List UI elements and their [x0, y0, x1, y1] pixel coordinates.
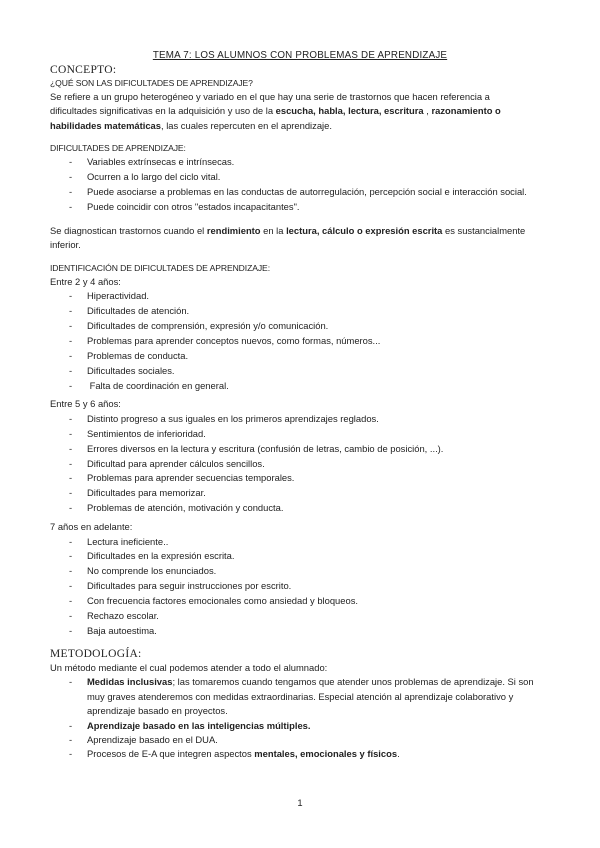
list-item: - No comprende los enunciados. [50, 564, 550, 579]
list-item: - Falta de coordinación en general. [50, 379, 550, 394]
list-item: - Sentimientos de inferioridad. [50, 427, 550, 442]
list-item [50, 675, 550, 718]
list-item: - Problemas de atención, motivación y conducta. [50, 501, 550, 516]
dificultades-list [50, 155, 550, 215]
list-item: - Variables extrínsecas e intrínsecas. [50, 155, 550, 170]
group3-label: 7 años en adelante: [50, 521, 133, 533]
list-item: - Problemas para aprender secuencias temporales. [50, 471, 550, 486]
list-item: - Dificultades en la expresión escrita. [50, 549, 550, 564]
diag-text-line2: inferior. [50, 239, 81, 251]
list-item [50, 747, 550, 761]
page-number: 1 [297, 797, 303, 808]
concepto-line2a: dificultades significativas en la adquisición y uso de la [50, 105, 276, 117]
list-item: - Dificultad para aprender cálculos sencillos. [50, 457, 550, 472]
concepto-question: ¿QUÉ SON LAS DIFICULTADES DE APRENDIZAJE? [50, 78, 253, 88]
m1-text: ; las tomaremos cuando tengamos que atender unos problemas de aprendizaje. Si son [172, 676, 534, 688]
diag-text-c: en la [260, 224, 287, 236]
diag-text-d: lectura, cálculo o expresión escrita [286, 224, 443, 236]
list-item: - Problemas de conducta. [50, 349, 550, 364]
page-title: TEMA 7: LOS ALUMNOS CON PROBLEMAS DE APRENDIZAJE [152, 50, 448, 61]
diag-text-b: rendimiento [206, 224, 261, 236]
group2-list [50, 412, 550, 516]
concepto-line2d: razonamiento o [431, 105, 501, 117]
m1-text-2: muy graves atenderemos con medidas extraordinarias. Especial atención al aprendizaje colaborativo y [87, 690, 514, 702]
concepto-line3b: , las cuales repercuten en el aprendizaje. [161, 119, 332, 131]
group1-list [50, 289, 550, 393]
concepto-line2b: escucha, habla, lectura, escritura [275, 105, 424, 117]
metodologia-list [50, 675, 550, 761]
list-item: - Dificultades para memorizar. [50, 486, 550, 501]
metodologia-intro: Un método mediante el cual podemos atender a todo el alumnado: [50, 661, 328, 673]
diag-text-e: es sustancialmente [442, 224, 526, 236]
document-page [50, 50, 550, 762]
group2-label: Entre 5 y 6 años: [50, 398, 121, 410]
list-item: - Dificultades sociales. [50, 364, 550, 379]
group1-label: Entre 2 y 4 años: [50, 275, 121, 287]
list-item: - Con frecuencia factores emocionales como ansiedad y bloqueos. [50, 594, 550, 609]
m4-end: . [397, 748, 400, 760]
concepto-line1: Se refiere a un grupo heterogéneo y variado en el que hay una serie de trastornos que hacen referencia a [50, 91, 490, 102]
list-item: - Distinto progreso a sus iguales en los primeros aprendizajes reglados. [50, 412, 550, 427]
list-item: - Dificultades de comprensión, expresión y/o comunicación. [50, 319, 550, 334]
m4-bold: mentales, emocionales y físicos [254, 748, 398, 760]
list-item: - Puede coincidir con otros "estados incapacitantes". [50, 200, 550, 215]
list-item: - Dificultades para seguir instrucciones por escrito. [50, 579, 550, 594]
list-item: - Baja autoestima. [50, 624, 550, 639]
list-item: - Problemas para aprender conceptos nuevos, como formas, números... [50, 334, 550, 349]
metodologia-heading: METODOLOGÍA: [50, 647, 142, 660]
list-item [50, 719, 550, 733]
diag-text-a: Se diagnostican trastornos cuando el [50, 224, 207, 236]
concepto-line2c: , [423, 105, 432, 117]
diagnostico-paragraph [50, 224, 550, 253]
list-item: - Puede asociarse a problemas en las conductas de autorregulación, percepción social e interacción social. [50, 185, 550, 200]
list-item: - Lectura ineficiente.. [50, 535, 550, 550]
group3-list [50, 535, 550, 639]
list-item: - Rechazo escolar. [50, 609, 550, 624]
list-item: - Ocurren a lo largo del ciclo vital. [50, 170, 550, 185]
list-item: - Errores diversos en la lectura y escritura (confusión de letras, cambio de posición, ...). [50, 442, 550, 457]
list-item: - Dificultades de atención. [50, 304, 550, 319]
identificacion-heading: IDENTIFICACIÓN DE DIFICULTADES DE APRENDIZAJE: [50, 262, 270, 273]
concepto-heading: CONCEPTO: [50, 64, 117, 76]
m1-text-3: aprendizaje basado en proyectos. [87, 705, 228, 717]
dificultades-heading: DIFICULTADES DE APRENDIZAJE: [50, 143, 186, 154]
concepto-paragraph [50, 90, 550, 133]
list-item: - Aprendizaje basado en el DUA. [50, 733, 550, 747]
list-item: - Hiperactividad. [50, 289, 550, 304]
m2-bold: Aprendizaje basado en las inteligencias múltiples. [87, 719, 311, 731]
m1-bold: Medidas inclusivas [87, 676, 173, 688]
m4-text: Procesos de E-A que integren aspectos [87, 748, 255, 760]
concepto-line3a: habilidades matemáticas [50, 119, 161, 131]
